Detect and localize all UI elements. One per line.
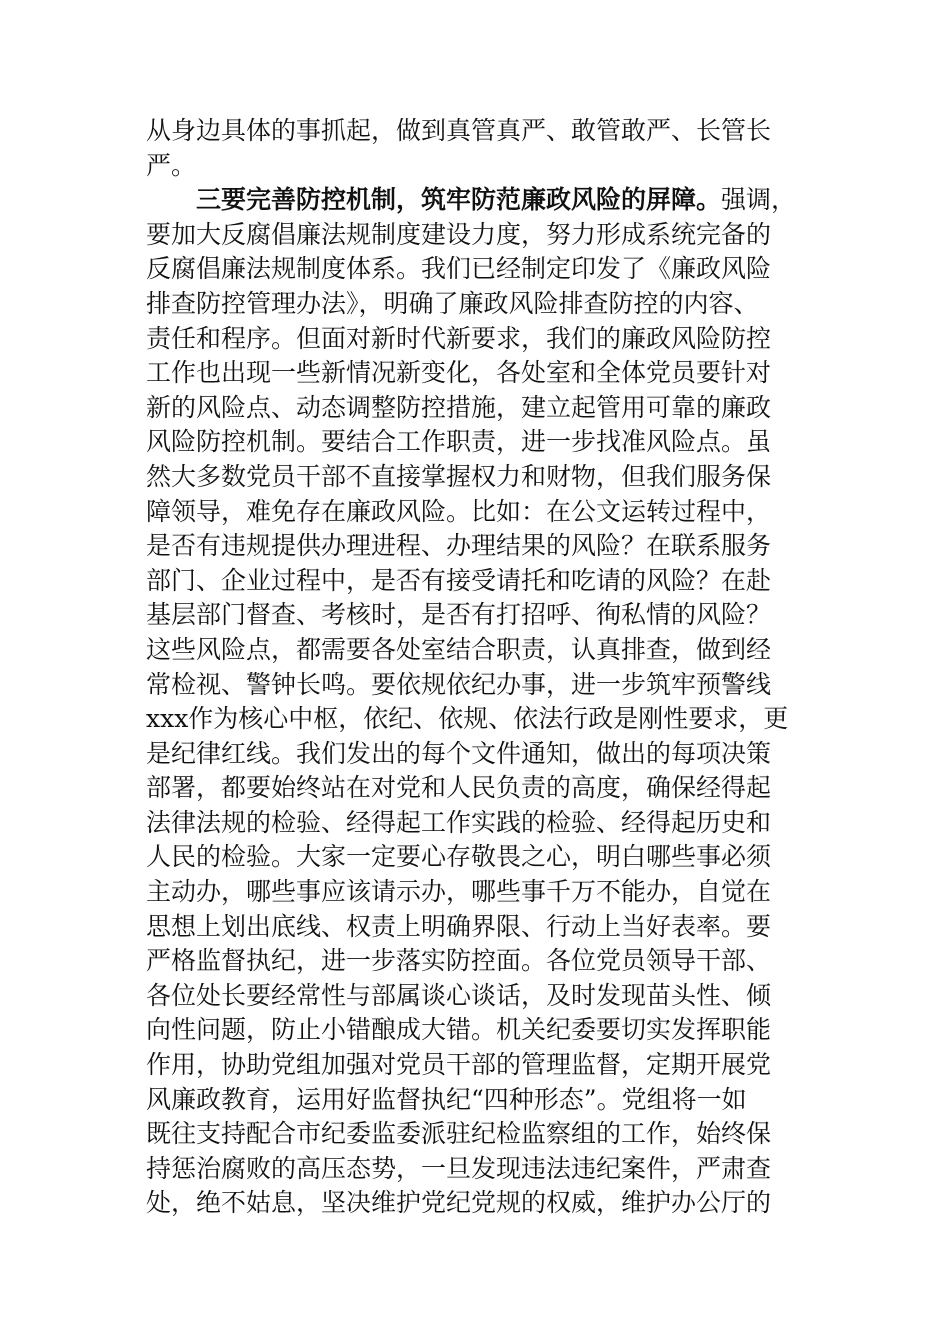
text-line: 部署，都要始终站在对党和人民负责的高度，确保经得起 [146,773,772,803]
text-line: 持惩治腐败的高压态势，一旦发现违法违纪案件，严肃查 [146,1153,772,1183]
text-line: 法律法规的检验、经得起工作实践的检验、经得起历史和 [146,807,772,837]
text-line: 向性问题，防止小错酿成大错。机关纪委要切实发挥职能 [146,1015,772,1045]
text-line: 反腐倡廉法规制度体系。我们已经制定印发了《廉政风险 [146,254,772,284]
text-line: 常检视、警钟长鸣。要依规依纪办事，进一步筑牢预警线 [146,669,772,699]
heading-continuation: 强调， [721,185,797,215]
text-line: 风廉政教育，运用好监督执纪“四种形态”。党组将一如 [146,1084,747,1114]
text-line: 工作也出现一些新情况新变化，各处室和全体党员要针对 [146,358,772,388]
paragraph-heading-line [146,183,846,218]
text-line: 作用，协助党组加强对党员干部的管理监督，定期开展党 [146,1050,772,1080]
text-line: 既往支持配合市纪委监委派驻纪检监察组的工作，始终保 [146,1119,772,1149]
text-line: 然大多数党员干部不直接掌握权力和财物，但我们服务保 [146,461,772,491]
text-line: 风险防控机制。要结合工作职责，进一步找准风险点。虽 [146,427,772,457]
text-line: 人民的检验。大家一定要心存敬畏之心，明白哪些事必须 [146,842,772,872]
text-line: 是纪律红线。我们发出的每个文件通知，做出的每项决策 [146,738,772,768]
text-line: 要加大反腐倡廉法规制度建设力度，努力形成系统完备的 [146,219,772,249]
text-line: 部门、企业过程中，是否有接受请托和吃请的风险？在赴 [146,565,772,595]
text-line: 是否有违规提供办理进程、办理结果的风险？在联系服务 [146,531,772,561]
text-line: 从身边具体的事抓起，做到真管真严、敢管敢严、长管长 [146,116,772,145]
text-line: 各位处长要经常性与部属谈心谈话，及时发现苗头性、倾 [146,980,772,1010]
text-line: 这些风险点，都需要各处室结合职责，认真排查，做到经 [146,634,772,664]
text-line: 严格监督执纪，进一步落实防控面。各位党员领导干部、 [146,946,772,976]
text-line: 排查防控管理办法》，明确了廉政风险排查防控的内容、 [146,288,759,318]
text-line: 主动办，哪些事应该请示办，哪些事千万不能办，自觉在 [146,877,772,907]
text-line: 基层部门督查、考核时，是否有打招呼、徇私情的风险？ [146,600,772,630]
text-line: 处，绝不姑息，坚决维护党纪党规的权威，维护办公厅的 [146,1188,772,1218]
document-body [146,114,846,1221]
text-line: 思想上划出底线、权责上明确界限、行动上当好表率。要 [146,911,772,941]
text-line: 障领导，难免存在廉政风险。比如：在公文运转过程中， [146,496,772,526]
text-line: 责任和程序。但面对新时代新要求，我们的廉政风险防控 [146,323,772,353]
paragraph-heading: 三要完善防控机制，筑牢防范廉政风险的屏障。 [196,185,722,215]
text-line: 严。 [146,150,197,180]
text-line: 新的风险点、动态调整防控措施，建立起管用可靠的廉政 [146,392,772,422]
text-line: xxx作为核心中枢，依纪、依规、依法行政是刚性要求，更 [146,704,789,734]
